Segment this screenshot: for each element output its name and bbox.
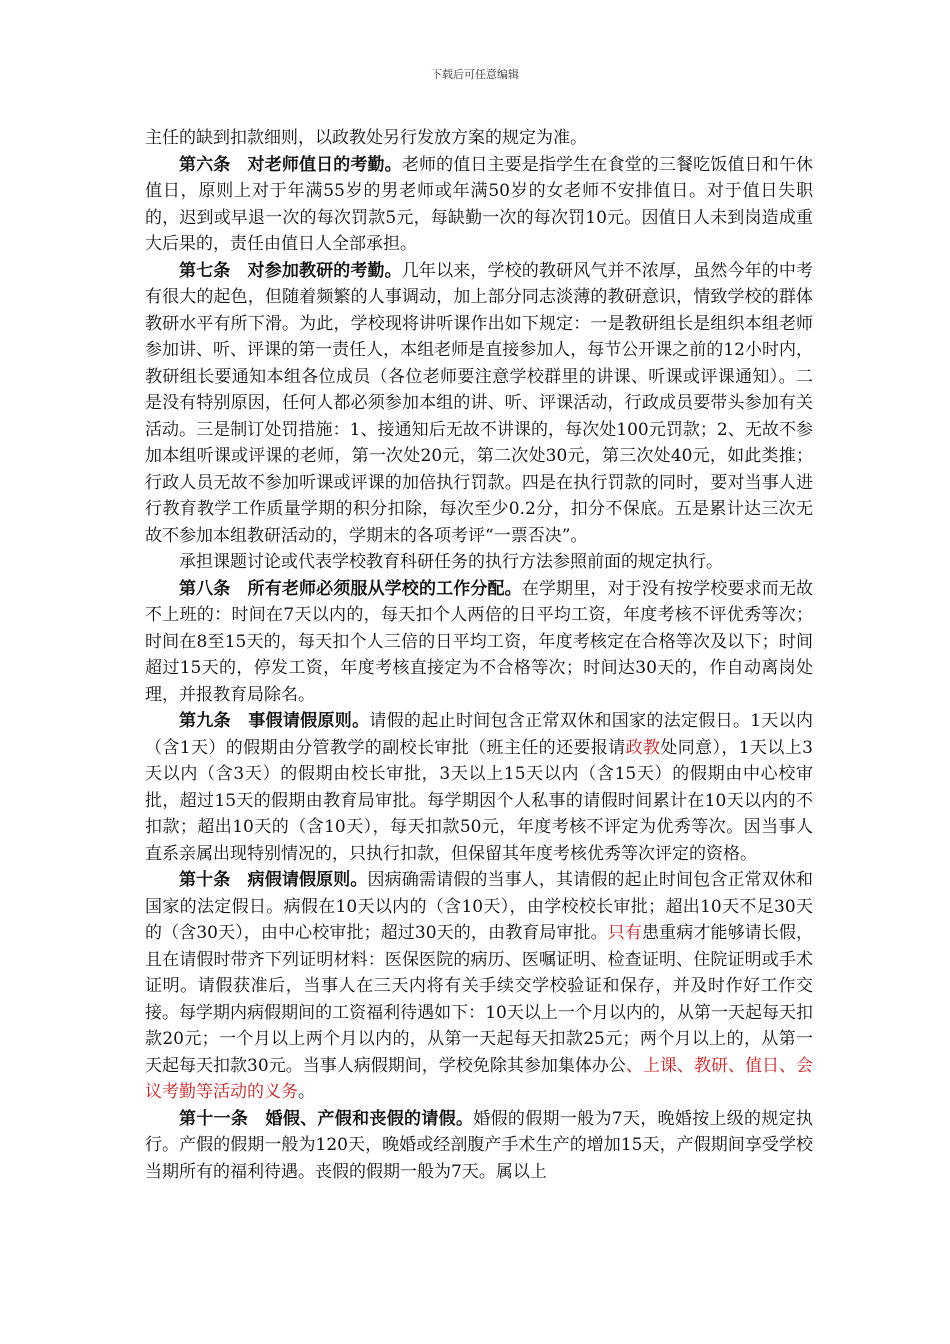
article-6 [145, 152, 813, 258]
article-7-text: 几年以来，学校的教研风气并不浓厚，虽然今年的中考有很大的起色，但随着频繁的人事调动，加上部分同志淡薄的教研意识，情致学校的群体教研水平有所下滑。为此，学校现将讲听课作出如下规定：一是教研组长是组织本组老师参加讲、听、评课的第一责任人，本组老师是直接参加人，每节公开课之前的12小时内，教研组长要通知本组各位成员（各位老师要注意学校群里的讲课、听课或评课通知）。二是没有特别原因，任何人都必须参加本组的讲、听、评课活动，行政成员要带头参加有关活动。三是制订处罚措施：1、接通知后无故不讲课的，每次处100元罚款；2、无故不参加本组听课或评课的老师，第一次处20元，第二次处30元，第三次处40元，如此类推；行政人员无故不参加听课或评课的加倍执行罚款。四是在执行罚款的同时，要对当事人进行教育教学工作质量学期的积分扣除，每次至少0.2分，扣分不保底。五是累计达三次无故不参加本组教研活动的，学期末的各项考评“一票否决”。 [145, 260, 814, 546]
highlight-text: 只有 [607, 923, 643, 943]
article-8-text: 在学期里，对于没有按学校要求而无故不上班的：时间在7天以内的，每天扣个人两倍的日平均工资，年度考核不评优秀等次；时间在8至15天的，每天扣个人三倍的日平均工资，年度考核定在合格等次及以下；时间超过15天的，停发工资，年度考核直接定为不合格等次；时间达30天的，作自动离岗处理，并报教育局除名。 [145, 578, 814, 705]
paragraph-continuation: 主任的缺到扣款细则，以政教处另行发放方案的规定为准。 [145, 128, 587, 148]
article-6-heading: 第六条 对老师值日的考勤。 [179, 154, 402, 175]
article-9: 第九条 事假请假原则。请假的起止时间包含正常双休和国家的法定假日。1天以内（含1天）的假期由分管教学的副校长审批（班主任的还要报请政教处同意），1天以上3天以内（含3天）的假期由校长审批，3天以上15天以内（含15天）的假期由中心校审批，超过15天的假期由教育局审批。每学期因个人私事的请假时间累计在10天以内的不扣款；超出10天的（含10天），每天扣款50元，年度考核不评定为优秀等次。因当事人直系亲属出现特别情况的，只执行扣款，但保留其年度考核优秀等次评定的资格。 [145, 711, 813, 864]
article-11-text: 婚假的假期一般为7天，晚婚按上级的规定执行。产假的假期一般为120天，晚婚或经剖腹产手术生产的增加15天，产假期间享受学校当期所有的福利待遇。丧假的假期一般为7天。属以上 [145, 1108, 813, 1182]
article-7-heading: 第七条 对参加教研的考勤。 [179, 260, 402, 281]
article-9-heading: 第九条 事假请假原则。 [179, 711, 370, 731]
article-6-text: 老师的值日主要是指学生在食堂的三餐吃饭值日和午休值日，原则上对于年满55岁的男老师或年满50岁的女老师不安排值日。对于值日失职的，迟到或早退一次的每次罚款5元，每缺勤一次的每次罚10元。因值日人未到岗造成重大后果的，责任由值日人全部承担。 [145, 154, 814, 254]
article-10-heading: 第十条 病假请假原则。 [179, 870, 368, 890]
article-11-heading: 第十一条 婚假、产假和丧假的请假。 [179, 1108, 474, 1129]
article-7 [145, 258, 813, 550]
highlight-text: 政教 [625, 737, 661, 758]
page-header: 下载后可任意编辑 [431, 68, 519, 81]
article-8-heading: 第八条 所有老师必须服从学校的工作分配。 [179, 578, 522, 599]
highlight-text: 、上课、教研、值日、会议考勤等活动的义务 [145, 1055, 814, 1102]
research-note: 承担课题讨论或代表学校教育科研任务的执行方法参照前面的规定执行。 [179, 552, 723, 572]
article-10: 第十条 病假请假原则。因病确需请假的当事人，其请假的起止时间包含正常双休和国家的法定假日。病假在10天以内的（含10天），由学校校长审批；超出10天不足30天的（含30天），由中心校审批；超过30天的，由教育局审批。只有患重病才能够请长假，且在请假时带齐下列证明材料：医保医院的病历、医嘱证明、检查证明、住院证明或手术证明。请假获准后，当事人在三天内将有关手续交学校验证和保存，并及时作好工作交接。每学期内病假期间的工资福利待遇如下：10天以上一个月以内的，从第一天起每天扣款20元；一个月以上两个月以内的，从第一天起每天扣款25元；两个月以上的，从第一天起每天扣款30元。当事人病假期间，学校免除其参加集体办公、上课、教研、值日、会议考勤等活动的义务。 [145, 870, 814, 1102]
document-body [145, 125, 813, 1185]
article-11 [145, 1106, 813, 1186]
article-8 [145, 576, 813, 709]
